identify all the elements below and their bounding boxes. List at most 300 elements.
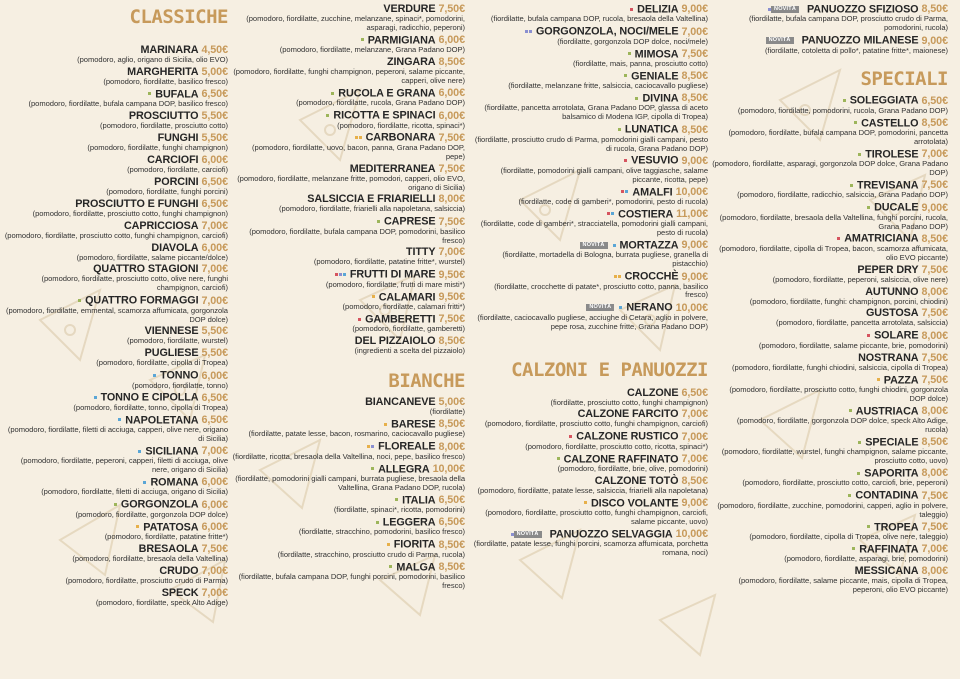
item-description: (pomodoro, aglio, origano di Sicilia, olio EVO) bbox=[77, 55, 228, 64]
item-name: CRUDO bbox=[159, 564, 199, 577]
item-description: (pomodoro, fiordilatte, rucola, Grana Padano DOP) bbox=[296, 98, 465, 108]
item-icons bbox=[857, 437, 861, 448]
leaf-icon bbox=[326, 114, 329, 117]
menu-item-prosciutto bbox=[4, 111, 228, 131]
item-description: (fiordilatte, bufala campana DOP, funghi porcini, pomodorini, basilico fresco) bbox=[238, 571, 465, 590]
item-description: (pomodoro, fiordilatte, salame piccante, brie, pomodorini) bbox=[758, 340, 948, 350]
item-description: (fiordilatte, mortadella di Bologna, burrata pugliese, granella di pistacchio) bbox=[502, 250, 708, 269]
item-description: (fiordilatte, stracchino, prosciutto crudo di Parma, rucola) bbox=[277, 549, 465, 559]
item-name: DELIZIA bbox=[637, 3, 679, 16]
leaf-icon bbox=[618, 128, 621, 131]
item-icons bbox=[767, 4, 803, 15]
item-name: LEGGERA bbox=[382, 516, 436, 529]
leaf-icon bbox=[557, 457, 560, 460]
menu-item-crocche bbox=[470, 271, 708, 300]
item-icons bbox=[634, 93, 638, 104]
menu-item-raffinata bbox=[712, 544, 948, 564]
item-icons bbox=[376, 216, 380, 227]
item-description: (pomodoro, fiordilatte, funghi champignon) bbox=[87, 142, 228, 152]
item-name: DIVINA bbox=[642, 92, 679, 105]
item-name: DISCO VOLANTE bbox=[590, 497, 679, 510]
menu-item-fiorita bbox=[232, 539, 465, 559]
item-price: 9,00€ bbox=[681, 270, 708, 283]
fish-icon bbox=[343, 273, 346, 276]
menu-item-panuozzo-milanese bbox=[712, 35, 948, 55]
item-icons bbox=[383, 419, 387, 430]
star-icon bbox=[877, 378, 880, 381]
star-icon bbox=[618, 275, 621, 278]
item-description: (fiordilatte, prosciutto cotto, funghi champignon) bbox=[550, 397, 708, 407]
item-name: QUATTRO FORMAGGI bbox=[85, 294, 199, 307]
item-description: (pomodoro, fiordilatte, bufala campana DOP, pomodorini, basilico fresco) bbox=[249, 226, 465, 245]
menu-item-tirolese bbox=[712, 149, 948, 178]
item-description: (pomodoro, fiordilatte, prosciutto cotto, funghi champignon, carciofi) bbox=[4, 230, 228, 240]
item-price: 7,00€ bbox=[201, 219, 228, 232]
item-icons bbox=[556, 454, 560, 465]
item-price: 7,00€ bbox=[681, 452, 708, 465]
item-description: (fiordilatte, bufala campana DOP, prosciutto crudo di Parma, pomodorini, rucola) bbox=[748, 14, 948, 33]
new-badge: NOVITÀ bbox=[771, 6, 799, 13]
item-price: 8,50€ bbox=[438, 560, 465, 573]
item-description: (pomodoro, fiordilatte, zucchine, melanzane, spinaci*, pomodorini, asparagi, radicchio, peperoni) bbox=[246, 14, 465, 32]
leaf-icon bbox=[395, 498, 398, 501]
item-price: 9,00€ bbox=[681, 239, 708, 252]
item-description: (pomodoro, fiordilatte, prosciutto cotto, carciofi, brie, peperoni) bbox=[742, 478, 948, 488]
item-title-line bbox=[712, 265, 948, 276]
menu-item-speciale bbox=[712, 437, 948, 466]
item-name: BUFALA bbox=[155, 88, 199, 101]
item-name: VIENNESE bbox=[144, 325, 199, 338]
item-price: 8,50€ bbox=[681, 70, 708, 83]
star-icon bbox=[584, 501, 587, 504]
item-description: (fiordilatte, gorgonzola DOP dolce, noci/mele) bbox=[557, 36, 708, 46]
item-price: 8,00€ bbox=[438, 440, 465, 453]
menu-item-tropea bbox=[712, 522, 948, 542]
item-name: SPECIALE bbox=[865, 436, 919, 449]
item-name: AMATRICIANA bbox=[844, 232, 919, 245]
item-price: 8,50€ bbox=[921, 3, 948, 16]
menu-item-calzone bbox=[470, 388, 708, 408]
item-icons bbox=[613, 271, 621, 282]
item-icons bbox=[370, 464, 374, 475]
item-name: TREVISANA bbox=[856, 179, 919, 192]
item-description: (pomodoro, fiordilatte, prosciutto cotto, funghi champignon, carciofi, salame piccante, uovo) bbox=[485, 508, 708, 527]
menu-item-patatosa bbox=[4, 522, 228, 542]
item-name: TITTY bbox=[405, 246, 436, 259]
item-description: (fiordilatte, code di gamberi*, stracciatella, pomodorini gialli campani, pesto di rucola) bbox=[480, 219, 708, 238]
item-icons bbox=[583, 498, 587, 509]
item-icons bbox=[330, 88, 334, 99]
leaf-icon bbox=[849, 409, 852, 412]
item-name: GENIALE bbox=[631, 70, 679, 83]
section-title: BIANCHE bbox=[388, 370, 465, 393]
section-title: CLASSICHE bbox=[129, 6, 228, 28]
leaf-icon bbox=[376, 521, 379, 524]
item-description: (fiordilatte, mais, panna, prosciutto cotto) bbox=[573, 58, 708, 68]
menu-item-calzone-farcito bbox=[470, 409, 708, 429]
item-icons bbox=[388, 562, 392, 573]
menu-item-salsiccia-e-friarielli bbox=[232, 194, 465, 214]
item-name: PORCINI bbox=[154, 175, 199, 188]
item-description: (pomodoro, fiordilatte, patatine fritte*, wurstel) bbox=[313, 257, 465, 267]
item-price: 5,50€ bbox=[201, 347, 228, 360]
item-name: PARMIGIANA bbox=[367, 34, 436, 47]
item-description: (pomodoro, fiordilatte, bufala campana DOP, pomodorini, pancetta arrotolata) bbox=[728, 128, 948, 146]
item-name: COSTIERA bbox=[618, 208, 674, 221]
item-price: 5,00€ bbox=[201, 65, 228, 78]
item-name: SALSICCIA E FRIARIELLI bbox=[307, 193, 436, 206]
star-icon bbox=[136, 525, 139, 528]
item-name: RICOTTA E SPINACI bbox=[333, 109, 436, 122]
menu-item-amatriciana bbox=[712, 233, 948, 262]
fish-icon bbox=[143, 481, 146, 484]
item-name: DUCALE bbox=[874, 201, 919, 214]
chili-icon bbox=[335, 273, 338, 276]
item-description: (pomodoro, fiordilatte, funghi champignon, peperoni, salame piccante, capperi, olive nere) bbox=[233, 67, 465, 85]
menu-item-costiera bbox=[470, 209, 708, 238]
item-price: 6,50€ bbox=[201, 175, 228, 188]
menu-column-1 bbox=[4, 4, 228, 610]
item-icons bbox=[847, 490, 851, 501]
item-description: (pomodoro, fiordilatte, speck Alto Adige) bbox=[95, 597, 228, 607]
item-description: (pomodoro, fiordilatte, bresaola della Valtellina, funghi porcini, rucola, Grana Padano DOP) bbox=[719, 212, 948, 231]
item-title-line bbox=[4, 221, 228, 232]
item-name: MARINARA bbox=[140, 44, 199, 56]
item-price: 11,00€ bbox=[676, 208, 708, 221]
item-title-line bbox=[4, 499, 228, 510]
item-price: 6,50€ bbox=[201, 197, 228, 210]
item-icons bbox=[77, 295, 81, 306]
item-icons bbox=[853, 118, 857, 129]
menu-item-quattro-formaggi bbox=[4, 295, 228, 324]
menu-item-diavola bbox=[4, 243, 228, 263]
item-price: 10,00€ bbox=[675, 185, 708, 198]
menu-item-peper-dry bbox=[712, 265, 948, 285]
star-icon bbox=[355, 136, 358, 139]
item-description: (pomodoro, fiordilatte, cipolla di Tropea, olive nere, taleggio) bbox=[749, 531, 948, 541]
item-title-line bbox=[470, 388, 708, 399]
item-name: DIAVOLA bbox=[151, 241, 199, 254]
chili-icon bbox=[607, 212, 610, 215]
item-description: (fiordilatte, ricotta, bresaola della Valtellina, noci, pepe, basilico fresco) bbox=[232, 451, 465, 461]
star-icon bbox=[387, 543, 390, 546]
item-description: (pomodoro, fiordilatte, ricotta, spinaci*) bbox=[337, 120, 465, 130]
item-name: CALZONE RAFFINATO bbox=[563, 452, 679, 465]
item-description: (pomodoro, fiordilatte, melanzane, Grana Padano DOP) bbox=[279, 45, 465, 55]
item-title-line bbox=[232, 441, 465, 452]
item-name: CALZONE TOTÒ bbox=[594, 474, 679, 487]
item-price: 5,50€ bbox=[201, 325, 228, 338]
item-title-line bbox=[4, 243, 228, 254]
item-icons bbox=[629, 4, 633, 15]
menu-item-carbonara bbox=[232, 132, 465, 161]
item-price: 8,50€ bbox=[921, 436, 948, 449]
item-name: ROMANA bbox=[150, 476, 199, 489]
item-icons bbox=[568, 431, 572, 442]
item-icons bbox=[357, 314, 361, 325]
item-name: CALAMARI bbox=[378, 291, 436, 304]
menu-section bbox=[232, 371, 465, 591]
menu-item-romana bbox=[4, 477, 228, 497]
item-description: (fiordilatte, crocchette di patate*, prosciutto cotto, panna, basilico fresco) bbox=[494, 281, 708, 300]
item-name: SOLARE bbox=[874, 329, 919, 342]
menu-item-vesuvio bbox=[470, 155, 708, 184]
item-price: 6,00€ bbox=[438, 34, 465, 47]
menu-item-siciliana bbox=[4, 446, 228, 475]
menu-item-amalfi bbox=[470, 187, 708, 207]
item-description: (pomodoro, fiordilatte, salame piccante/dolce) bbox=[76, 252, 228, 262]
menu-section bbox=[4, 7, 228, 608]
fish-icon bbox=[153, 374, 156, 377]
section-title: SPECIALI bbox=[860, 68, 948, 91]
item-icons bbox=[375, 517, 379, 528]
leaf-icon bbox=[331, 92, 334, 95]
menu-item-marinara bbox=[4, 45, 228, 65]
menu-item-gamberetti bbox=[232, 314, 465, 334]
item-description: (fiordilatte, cotoletta di pollo*, patatine fritte*, maionese) bbox=[764, 45, 948, 55]
menu-column-4 bbox=[712, 4, 948, 597]
menu-item-austriaca bbox=[712, 406, 948, 435]
item-price: 8,50€ bbox=[681, 92, 708, 105]
leaf-icon bbox=[857, 472, 860, 475]
item-icons bbox=[586, 302, 622, 313]
menu-item-calzone-raffinato bbox=[470, 454, 708, 474]
item-name: MARGHERITA bbox=[127, 65, 199, 78]
item-price: 7,50€ bbox=[921, 520, 948, 533]
item-description: (pomodoro, fiordilatte, uovo, bacon, panna, Grana Padano DOP, pepe) bbox=[252, 142, 465, 161]
menu-item-autunno bbox=[712, 287, 948, 307]
item-description: (pomodoro, fiordilatte, prosciutto cotto, funghi chiodini, gorgonzola DOP dolce) bbox=[729, 384, 948, 403]
item-price: 6,50€ bbox=[681, 386, 708, 399]
menu-item-porcini bbox=[4, 177, 228, 197]
item-icons bbox=[117, 415, 121, 426]
fish-icon bbox=[138, 450, 141, 453]
item-icons bbox=[856, 468, 860, 479]
item-price: 7,00€ bbox=[201, 564, 228, 577]
item-title-line bbox=[470, 26, 708, 37]
item-description: (fiordilatte, patate lesse, bacon, rosmarino, caciocavallo pugliese) bbox=[248, 429, 465, 439]
item-description: (pomodoro, fiordilatte, prosciutto cotto, olive nere, funghi champignon, carciofi) bbox=[41, 274, 228, 293]
menu-item-disco-volante bbox=[470, 498, 708, 527]
menu-item-prosciutto-e-funghi bbox=[4, 199, 228, 219]
leaf-icon bbox=[858, 441, 861, 444]
chili-icon bbox=[837, 237, 840, 240]
leaf-icon bbox=[628, 52, 631, 55]
leaf-icon bbox=[635, 97, 638, 100]
star-icon bbox=[367, 445, 370, 448]
item-icons bbox=[876, 375, 880, 386]
leaf-icon bbox=[843, 99, 846, 102]
item-name: BRESAOLA bbox=[138, 542, 199, 555]
item-icons bbox=[386, 539, 390, 550]
item-icons bbox=[866, 330, 870, 341]
item-description: (fiordilatte, code di gamberi*, pomodorini, pesto di rucola) bbox=[518, 196, 708, 206]
item-icons bbox=[152, 370, 156, 381]
item-price: 7,00€ bbox=[681, 25, 708, 38]
fish-icon bbox=[619, 306, 622, 309]
item-price: 9,00€ bbox=[681, 3, 708, 16]
item-title-line bbox=[712, 202, 948, 213]
item-icons bbox=[135, 522, 139, 533]
item-price: 7,50€ bbox=[921, 351, 948, 364]
leaf-icon bbox=[858, 153, 861, 156]
menu-item-contadina bbox=[712, 490, 948, 519]
item-description: (pomodoro, fiordilatte, peperoni, capperi, filetti di acciuga, olive nere, origano di Sicilia) bbox=[20, 456, 228, 475]
item-description: (pomodoro, fiordilatte, filetti di acciuga, origano di Sicilia) bbox=[41, 487, 228, 497]
item-description: (pomodoro, fiordilatte, carciofi) bbox=[127, 164, 228, 174]
item-name: TONNO bbox=[160, 369, 199, 382]
item-name: FUNGHI bbox=[157, 131, 199, 144]
menu-item-viennese bbox=[4, 326, 228, 346]
item-name: ALLEGRA bbox=[378, 462, 430, 475]
menu-item-malga bbox=[232, 562, 465, 591]
item-icons bbox=[627, 49, 631, 60]
item-name: TIROLESE bbox=[865, 148, 919, 161]
item-icons bbox=[524, 26, 532, 37]
star-icon bbox=[372, 295, 375, 298]
leaf-icon bbox=[867, 525, 870, 528]
item-icons bbox=[580, 240, 616, 251]
new-badge: NOVITÀ bbox=[586, 304, 614, 311]
menu-item-mortazza bbox=[470, 240, 708, 269]
item-description: (pomodoro, fiordilatte, radicchio, salsiccia, Grana Padano DOP) bbox=[737, 190, 948, 200]
menu-item-carciofi bbox=[4, 155, 228, 175]
item-title-line bbox=[4, 295, 228, 306]
item-price: 8,50€ bbox=[921, 117, 948, 130]
menu-item-divina bbox=[470, 93, 708, 122]
item-description: (pomodoro, fiordilatte, pomodorini, rucola, Grana Padano DOP) bbox=[737, 105, 948, 115]
item-price: 7,00€ bbox=[201, 263, 228, 276]
item-icons bbox=[147, 89, 151, 100]
menu-item-italia bbox=[232, 495, 465, 515]
item-name: GUSTOSA bbox=[865, 307, 919, 320]
item-description: (pomodoro, fiordilatte, prosciutto cotto, ricotta, spinaci*) bbox=[525, 441, 708, 451]
menu-item-titty bbox=[232, 247, 465, 267]
menu-item-parmigiana bbox=[232, 35, 465, 55]
item-name: DEL PIZZAIOLO bbox=[354, 335, 436, 348]
item-name: CAPRESE bbox=[383, 215, 436, 228]
leaf-icon bbox=[850, 184, 853, 187]
leaf-icon bbox=[377, 220, 380, 223]
menu-column-3 bbox=[470, 4, 708, 560]
item-description: (pomodoro, fiordilatte, cipolla di Tropea, bacon, scamorza affumicata, olio EVO piccante) bbox=[719, 243, 948, 262]
item-price: 7,00€ bbox=[201, 445, 228, 458]
menu-item-castello bbox=[712, 118, 948, 147]
item-price: 7,50€ bbox=[921, 307, 948, 320]
item-title-line bbox=[712, 35, 948, 46]
item-name: CONTADINA bbox=[855, 489, 919, 502]
item-icons bbox=[142, 477, 146, 488]
item-name: FRUTTI DI MARE bbox=[349, 268, 436, 281]
item-icons bbox=[360, 35, 364, 46]
menu-item-nerano bbox=[470, 302, 708, 331]
item-price: 9,00€ bbox=[681, 154, 708, 167]
item-description: (pomodoro, fiordilatte, prosciutto cotto, funghi champignon, carciofi) bbox=[484, 419, 708, 429]
item-description: (pomodoro, fiordilatte, wurstel, funghi champignon, salame piccante, prosciutto cotto, uovo) bbox=[721, 447, 948, 466]
chili-icon bbox=[624, 159, 627, 162]
item-price: 7,00€ bbox=[201, 294, 228, 307]
menu-item-verdure bbox=[232, 4, 465, 33]
item-price: 8,00€ bbox=[921, 285, 948, 298]
leaf-icon bbox=[148, 92, 151, 95]
item-name: MORTAZZA bbox=[619, 239, 679, 252]
item-price: 7,50€ bbox=[921, 263, 948, 276]
item-price: 8,50€ bbox=[438, 335, 465, 348]
item-name: RAFFINATA bbox=[859, 543, 919, 556]
item-description: (fiordilatte, melanzane fritte, salsiccia, caciocavallo pugliese) bbox=[508, 81, 708, 91]
new-badge: NOVITÀ bbox=[514, 531, 542, 538]
new-badge: NOVITÀ bbox=[580, 242, 608, 249]
item-price: 10,00€ bbox=[675, 301, 708, 314]
item-description: (pomodoro, fiordilatte, funghi porcini) bbox=[106, 186, 228, 196]
leaf-icon bbox=[389, 565, 392, 568]
item-icons bbox=[371, 292, 375, 303]
item-name: SPECK bbox=[161, 586, 199, 599]
item-name: AMALFI bbox=[632, 185, 673, 198]
item-icons bbox=[836, 233, 840, 244]
chili-icon bbox=[621, 190, 624, 193]
item-price: 8,50€ bbox=[438, 418, 465, 431]
item-name: MIMOSA bbox=[634, 47, 679, 60]
item-price: 6,00€ bbox=[201, 153, 228, 166]
item-price: 10,00€ bbox=[675, 528, 708, 541]
menu-item-gustosa bbox=[712, 308, 948, 328]
item-price: 7,50€ bbox=[438, 3, 465, 15]
item-icons bbox=[623, 155, 627, 166]
item-price: 6,50€ bbox=[201, 88, 228, 101]
item-price: 8,00€ bbox=[921, 329, 948, 342]
menu-item-soleggiata bbox=[712, 95, 948, 115]
menu-item-napoletana bbox=[4, 415, 228, 444]
item-name: CASTELLO bbox=[861, 117, 919, 130]
item-name: AUTUNNO bbox=[865, 285, 919, 298]
item-title-line bbox=[232, 110, 465, 121]
menu-item-pazza bbox=[712, 375, 948, 404]
item-name: PAZZA bbox=[883, 373, 919, 386]
item-icons bbox=[606, 209, 614, 220]
menu-item-rucola-e-grana bbox=[232, 88, 465, 108]
menu-section bbox=[712, 4, 948, 55]
item-name: CARCIOFI bbox=[147, 153, 199, 166]
item-price: 5,00€ bbox=[438, 396, 465, 409]
menu-item-floreale bbox=[232, 441, 465, 461]
fish-icon bbox=[613, 244, 616, 247]
item-name: BARESE bbox=[391, 418, 436, 431]
item-name: QUATTRO STAGIONI bbox=[93, 263, 199, 276]
item-price: 8,50€ bbox=[921, 232, 948, 245]
item-name: VESUVIO bbox=[631, 154, 679, 167]
item-icons bbox=[113, 499, 117, 510]
item-name: TROPEA bbox=[874, 520, 919, 533]
item-icons bbox=[334, 269, 346, 280]
item-description: (pomodoro, fiordilatte, pancetta arrotolata, salsiccia) bbox=[776, 318, 948, 328]
menu-item-bresaola bbox=[4, 544, 228, 564]
leaf-icon bbox=[848, 494, 851, 497]
item-name: PEPER DRY bbox=[857, 263, 919, 276]
item-price: 9,00€ bbox=[921, 201, 948, 214]
item-price: 6,00€ bbox=[201, 520, 228, 533]
item-price: 6,50€ bbox=[201, 414, 228, 427]
menu-item-mediterranea bbox=[232, 164, 465, 193]
item-description: (fiordilatte, prosciutto crudo di Parma, pomodorini gialli campani, pesto di rucola, Grana Padano DOP) bbox=[474, 134, 708, 153]
item-title-line bbox=[712, 490, 948, 501]
item-name: ZINGARA bbox=[386, 56, 436, 69]
item-description: (pomodoro, fiordilatte, funghi: champignon, porcini, chiodini) bbox=[749, 296, 948, 306]
item-description: (ingredienti a scelta del pizzaiolo) bbox=[354, 346, 465, 356]
menu-item-pugliese bbox=[4, 348, 228, 368]
leaf-icon bbox=[114, 503, 117, 506]
item-description: (pomodoro, fiordilatte, prosciutto cotto, funghi champignon) bbox=[32, 208, 228, 218]
